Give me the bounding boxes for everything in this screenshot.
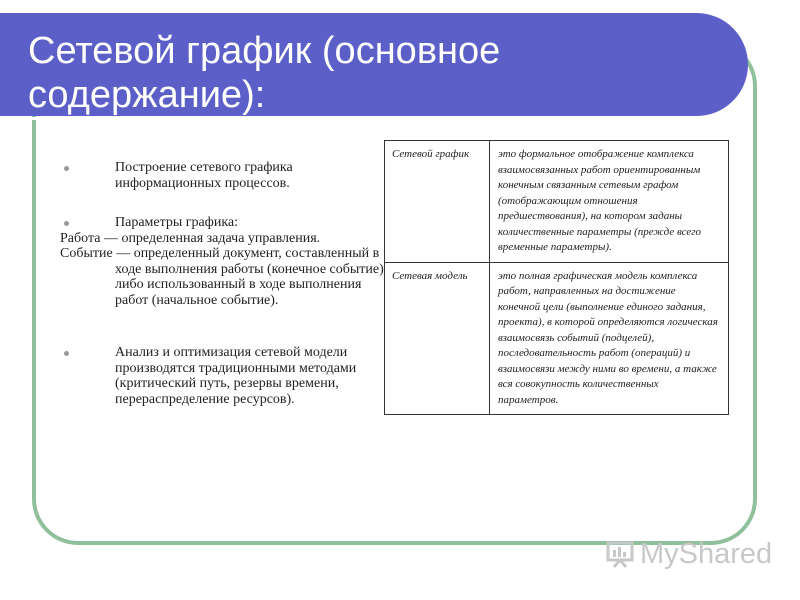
bullet-item	[60, 215, 395, 231]
description-cell: это формальное отображение комплекса взаимосвязанных работ ориентированным конечным связанным сетевым графом (отображающим отношения предшествования), на котором заданы количественные параметры (прежде всего временные параметры).	[490, 141, 729, 263]
table-row	[385, 262, 729, 415]
term-cell: Сетевой график	[385, 141, 490, 263]
work-definition: Работа — определенная задача управления.	[60, 230, 321, 246]
event-definition: Событие — определенный документ, составленный в ходе выполнения работы (конечное событие) либо использованный в ходе выполнения работ (начальное событие).	[60, 246, 384, 308]
title-underline	[28, 117, 706, 120]
bullet-list	[60, 160, 395, 407]
presentation-board-icon	[606, 540, 634, 568]
description-cell: это полная графическая модель комплекса работ, направленных на достижение конечной цели (выполнение единого задания, проекта), в которой определяются логическая взаимосвязь событий (подцелей), последовательность работ (операций) и взаимосвязи между ними во времени, а также вся совокупность количественных параметров.	[490, 262, 729, 415]
bullet-dot-icon	[64, 351, 69, 356]
term-cell: Сетевая модель	[385, 262, 490, 415]
bullet-dot-icon	[64, 166, 69, 171]
bullet-text: Построение сетевого графика информационных процессов.	[115, 160, 293, 191]
title-bar	[0, 13, 748, 116]
slide-title: Сетевой график (основное содержание):	[28, 30, 501, 116]
watermark	[606, 536, 772, 572]
watermark-text: MyShared	[640, 537, 773, 570]
bullet-dot-icon	[64, 221, 69, 226]
bullet-item	[60, 160, 395, 191]
bullet-item	[60, 345, 395, 407]
bullet-text: Параметры графика:	[115, 215, 239, 230]
bullet-text: Анализ и оптимизация сетевой модели производятся традиционными методами (критический путь, резервы времени, перераспределение ресурсов).	[115, 345, 357, 407]
table-row	[385, 141, 729, 263]
definitions-table	[384, 140, 729, 415]
